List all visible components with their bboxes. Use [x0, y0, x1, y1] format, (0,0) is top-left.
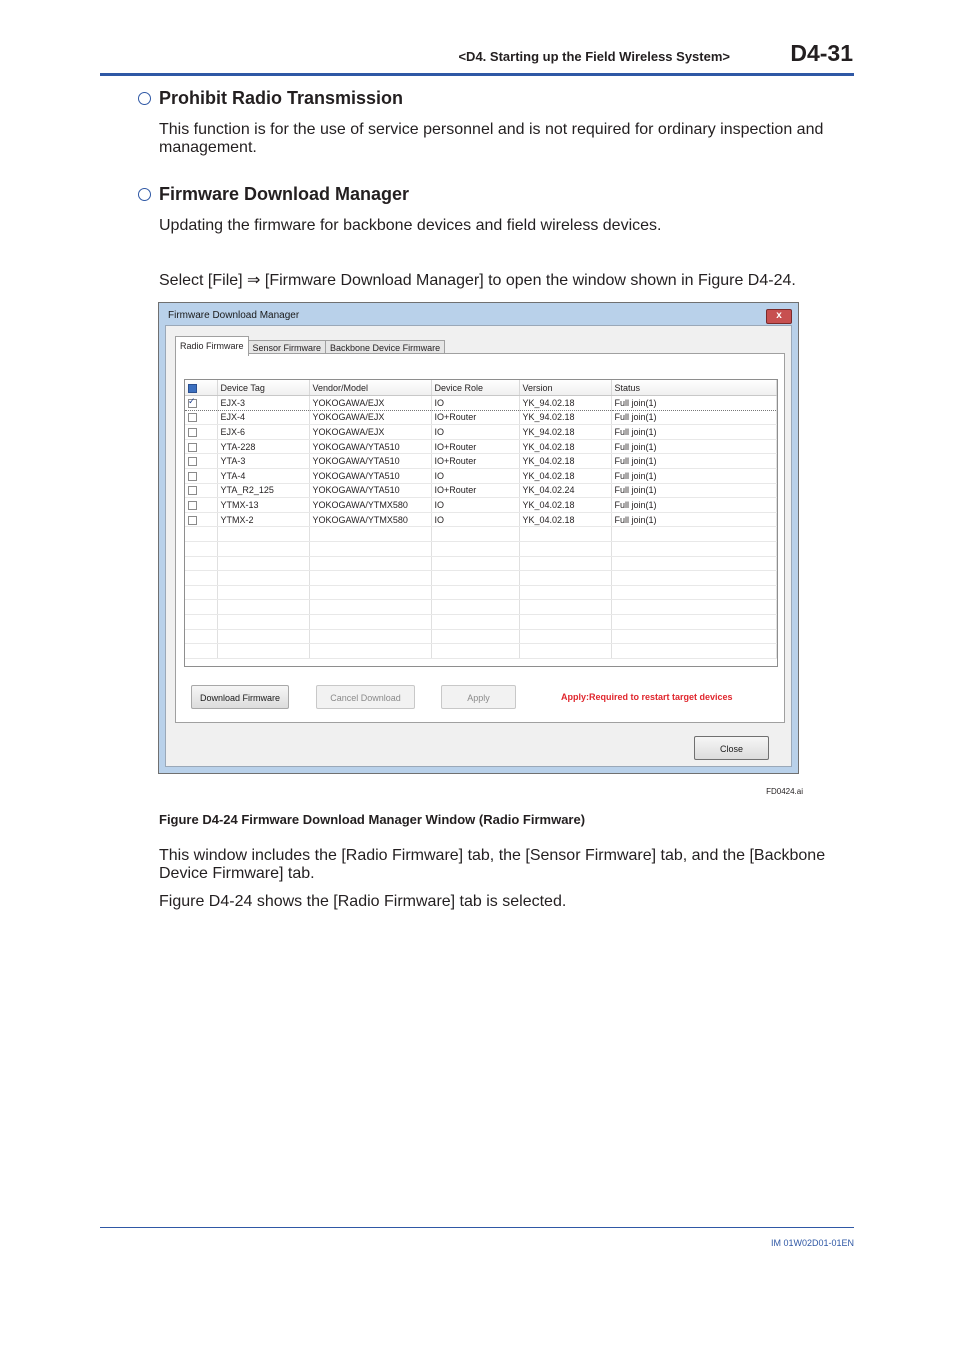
figure-file-id: FD0424.ai	[766, 787, 803, 796]
table-cell: IO	[431, 498, 519, 513]
empty-table-row	[185, 585, 777, 600]
table-cell	[309, 527, 431, 542]
table-cell: Full join(1)	[611, 483, 777, 498]
table-cell	[611, 585, 777, 600]
table-cell	[217, 614, 309, 629]
apply-restart-note: Apply:Required to restart target devices	[561, 692, 733, 702]
row-checkbox[interactable]	[188, 472, 197, 481]
row-checkbox[interactable]	[188, 413, 197, 422]
paragraph: This function is for the use of service personnel and is not required for ordinary inspection and management.	[159, 121, 824, 156]
chapter-header: <D4. Starting up the Field Wireless System>	[458, 49, 730, 64]
grid-header-row	[185, 380, 777, 396]
table-cell	[185, 600, 217, 615]
table-cell	[431, 644, 519, 659]
table-cell: YK_94.02.18	[519, 425, 611, 440]
row-select-cell	[185, 396, 217, 411]
table-cell: Full join(1)	[611, 454, 777, 469]
table-cell	[431, 629, 519, 644]
table-row[interactable]	[185, 512, 777, 527]
table-cell	[431, 600, 519, 615]
row-checkbox[interactable]	[188, 486, 197, 495]
table-cell	[309, 600, 431, 615]
figure-caption: Figure D4-24 Firmware Download Manager Window (Radio Firmware)	[159, 812, 586, 827]
row-select-cell	[185, 425, 217, 440]
table-row[interactable]	[185, 498, 777, 513]
circle-bullet-icon	[138, 188, 151, 201]
table-cell: Full join(1)	[611, 410, 777, 425]
table-cell: IO	[431, 425, 519, 440]
table-cell: YTA-4	[217, 468, 309, 483]
window-client-area	[165, 325, 792, 767]
select-all-cell	[185, 380, 217, 396]
row-select-cell	[185, 468, 217, 483]
footer-rule	[100, 1227, 854, 1228]
document-id: IM 01W02D01-01EN	[770, 1238, 854, 1248]
table-cell	[309, 614, 431, 629]
table-cell	[217, 629, 309, 644]
table-cell: IO+Router	[431, 483, 519, 498]
table-cell: YOKOGAWA/EJX	[309, 396, 431, 411]
table-cell	[611, 556, 777, 571]
table-cell	[611, 644, 777, 659]
device-grid	[184, 379, 778, 667]
close-button[interactable]: Close	[694, 736, 769, 760]
table-cell	[185, 556, 217, 571]
empty-table-row	[185, 600, 777, 615]
table-row[interactable]	[185, 468, 777, 483]
row-select-cell	[185, 512, 217, 527]
table-cell: YTA-3	[217, 454, 309, 469]
table-row[interactable]	[185, 483, 777, 498]
circle-bullet-icon	[138, 92, 151, 105]
table-row[interactable]	[185, 410, 777, 425]
column-header[interactable]: Device Tag	[217, 380, 309, 396]
table-cell: YK_94.02.18	[519, 410, 611, 425]
table-cell	[185, 614, 217, 629]
table-cell	[519, 585, 611, 600]
paragraph: Figure D4-24 shows the [Radio Firmware] tab is selected.	[159, 893, 567, 910]
table-cell: YK_04.02.24	[519, 483, 611, 498]
table-cell	[309, 556, 431, 571]
table-cell	[431, 541, 519, 556]
empty-table-row	[185, 644, 777, 659]
table-cell	[611, 600, 777, 615]
row-select-cell	[185, 439, 217, 454]
table-cell: YK_04.02.18	[519, 468, 611, 483]
table-cell: YOKOGAWA/YTMX580	[309, 498, 431, 513]
table-cell	[185, 541, 217, 556]
row-select-cell	[185, 498, 217, 513]
table-cell	[431, 571, 519, 586]
table-row[interactable]	[185, 396, 777, 411]
table-cell	[217, 541, 309, 556]
row-checkbox[interactable]	[188, 501, 197, 510]
section-heading-prohibit	[138, 88, 403, 109]
table-cell: YOKOGAWA/YTMX580	[309, 512, 431, 527]
table-cell	[611, 527, 777, 542]
row-select-cell	[185, 410, 217, 425]
table-cell: YOKOGAWA/YTA510	[309, 483, 431, 498]
window-title: Firmware Download Manager	[168, 310, 300, 321]
table-cell	[185, 527, 217, 542]
row-checkbox[interactable]	[188, 457, 197, 466]
table-cell	[519, 614, 611, 629]
row-checkbox[interactable]	[188, 399, 197, 408]
table-cell	[519, 527, 611, 542]
table-cell: Full join(1)	[611, 468, 777, 483]
column-header[interactable]: Status	[611, 380, 777, 396]
firmware-download-manager-window	[158, 302, 799, 774]
table-cell: IO+Router	[431, 439, 519, 454]
table-cell	[519, 644, 611, 659]
table-cell: YOKOGAWA/YTA510	[309, 439, 431, 454]
section-heading-firmware	[138, 184, 409, 205]
cancel-download-button[interactable]: Cancel Download	[316, 685, 415, 709]
table-cell	[431, 614, 519, 629]
apply-button[interactable]: Apply	[441, 685, 516, 709]
table-cell	[217, 644, 309, 659]
table-cell	[309, 585, 431, 600]
radio-firmware-panel	[175, 353, 785, 723]
table-cell: IO+Router	[431, 410, 519, 425]
row-select-cell	[185, 454, 217, 469]
page-number: D4-31	[790, 40, 853, 66]
table-cell: YTA_R2_125	[217, 483, 309, 498]
table-cell: Full join(1)	[611, 498, 777, 513]
table-cell	[519, 571, 611, 586]
table-cell	[309, 629, 431, 644]
table-cell	[519, 600, 611, 615]
tab-radio-firmware[interactable]: Radio Firmware	[175, 336, 249, 356]
table-cell: Full join(1)	[611, 439, 777, 454]
empty-table-row	[185, 571, 777, 586]
table-cell: EJX-3	[217, 396, 309, 411]
table-cell	[519, 541, 611, 556]
paragraph: Select [File] ⇒ [Firmware Download Manager] to open the window shown in Figure D4-24.	[159, 272, 796, 289]
table-cell	[611, 614, 777, 629]
table-cell	[185, 585, 217, 600]
table-cell: IO	[431, 396, 519, 411]
table-cell	[185, 571, 217, 586]
table-cell	[217, 556, 309, 571]
empty-table-row	[185, 614, 777, 629]
paragraph: Updating the firmware for backbone devices and field wireless devices.	[159, 217, 662, 234]
tab-sensor-firmware[interactable]: Sensor Firmware	[248, 340, 327, 356]
paragraph: This window includes the [Radio Firmware] tab, the [Sensor Firmware] tab, and the [Backbone Device Firmware] tab.	[159, 847, 826, 882]
table-cell	[309, 571, 431, 586]
table-cell: YTMX-13	[217, 498, 309, 513]
table-cell: YOKOGAWA/EJX	[309, 410, 431, 425]
table-cell: IO	[431, 468, 519, 483]
table-cell: Full join(1)	[611, 512, 777, 527]
table-cell	[431, 585, 519, 600]
table-cell	[217, 600, 309, 615]
table-cell: Full join(1)	[611, 396, 777, 411]
table-cell	[431, 556, 519, 571]
table-cell: YTMX-2	[217, 512, 309, 527]
table-cell: IO	[431, 512, 519, 527]
table-cell	[611, 629, 777, 644]
close-icon[interactable]: x	[766, 309, 792, 324]
download-firmware-button[interactable]: Download Firmware	[191, 685, 289, 709]
table-cell: YK_04.02.18	[519, 454, 611, 469]
row-select-cell	[185, 483, 217, 498]
column-header[interactable]: Device Role	[431, 380, 519, 396]
table-cell	[185, 629, 217, 644]
empty-table-row	[185, 541, 777, 556]
table-cell: IO+Router	[431, 454, 519, 469]
table-cell: YOKOGAWA/EJX	[309, 425, 431, 440]
table-cell: YOKOGAWA/YTA510	[309, 468, 431, 483]
table-cell: Full join(1)	[611, 425, 777, 440]
table-cell: EJX-4	[217, 410, 309, 425]
table-cell	[611, 541, 777, 556]
section-title: Prohibit Radio Transmission	[159, 88, 404, 108]
header-rule	[100, 73, 854, 76]
table-cell	[611, 571, 777, 586]
tab-backbone-device-firmware[interactable]: Backbone Device Firmware	[325, 340, 445, 356]
table-cell: YK_04.02.18	[519, 498, 611, 513]
table-cell	[519, 629, 611, 644]
table-row[interactable]	[185, 425, 777, 440]
table-cell	[309, 644, 431, 659]
row-checkbox[interactable]	[188, 516, 197, 525]
section-title: Firmware Download Manager	[159, 184, 410, 204]
table-row[interactable]	[185, 454, 777, 469]
table-cell	[217, 527, 309, 542]
column-header[interactable]: Version	[519, 380, 611, 396]
table-cell	[217, 585, 309, 600]
empty-table-row	[185, 629, 777, 644]
row-checkbox[interactable]	[188, 428, 197, 437]
row-checkbox[interactable]	[188, 443, 197, 452]
table-cell: YK_04.02.18	[519, 439, 611, 454]
table-cell	[309, 541, 431, 556]
table-cell: YTA-228	[217, 439, 309, 454]
empty-table-row	[185, 556, 777, 571]
column-header[interactable]: Vendor/Model	[309, 380, 431, 396]
table-cell	[217, 571, 309, 586]
table-cell	[185, 644, 217, 659]
table-cell: YK_04.02.18	[519, 512, 611, 527]
table-row[interactable]	[185, 439, 777, 454]
select-all-checkbox[interactable]	[188, 384, 197, 393]
table-cell: YOKOGAWA/YTA510	[309, 454, 431, 469]
table-cell	[431, 527, 519, 542]
table-cell: YK_94.02.18	[519, 396, 611, 411]
table-cell: EJX-6	[217, 425, 309, 440]
empty-table-row	[185, 527, 777, 542]
table-cell	[519, 556, 611, 571]
